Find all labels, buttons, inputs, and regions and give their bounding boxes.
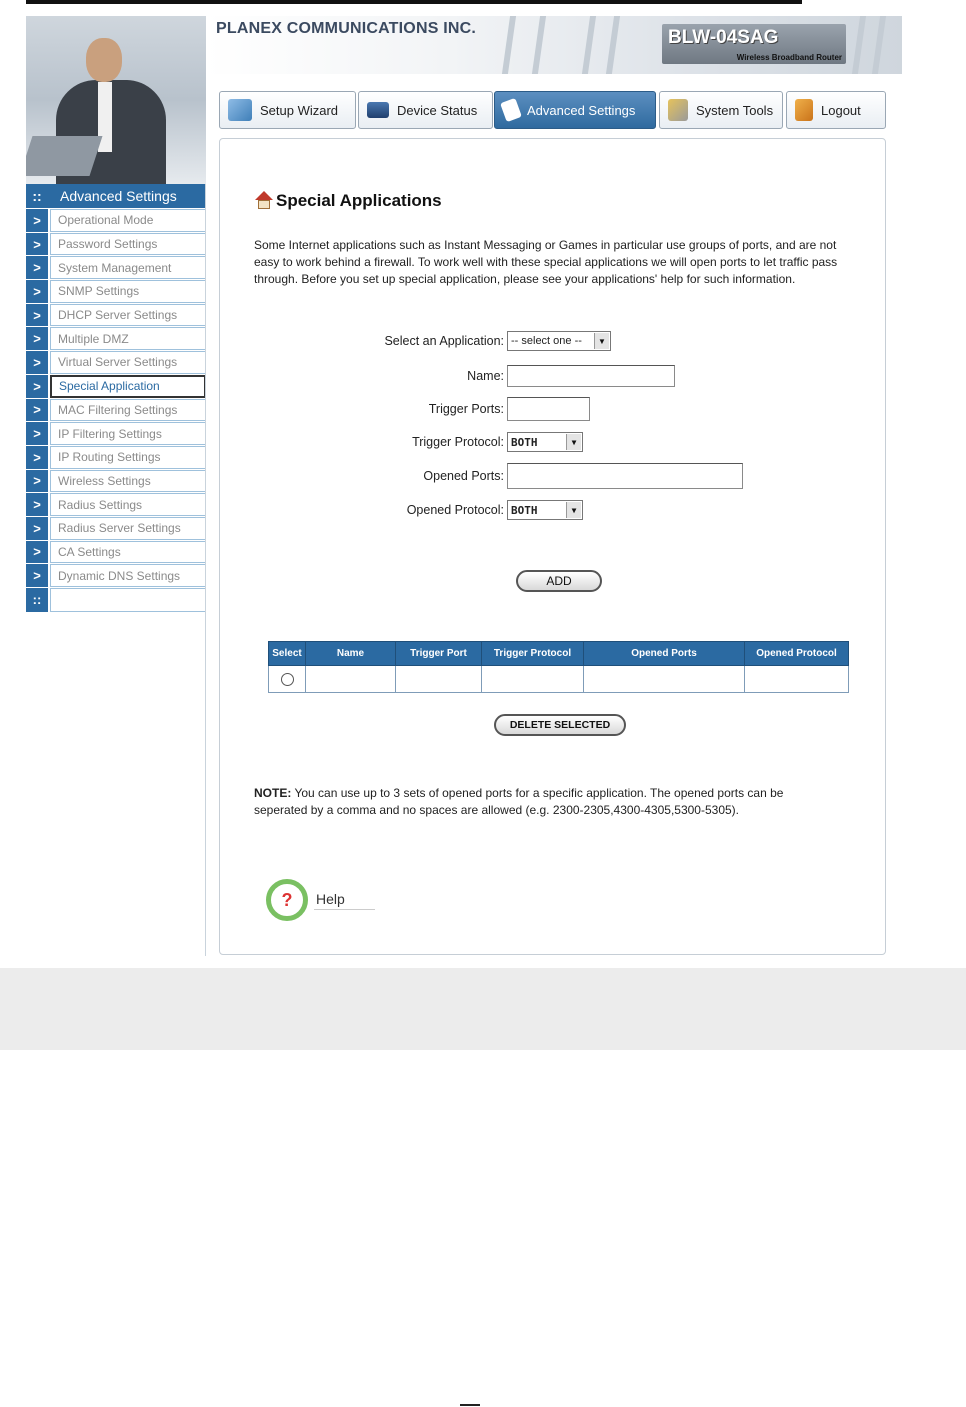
column-header-trigger-protocol: Trigger Protocol [482, 642, 584, 666]
chevron-right-icon: > [26, 256, 48, 279]
trigger-protocol-label: Trigger Protocol: [412, 435, 504, 449]
sidebar-item-virtual-server-settings[interactable]: > Virtual Server Settings [26, 351, 206, 375]
opened-protocol-select[interactable]: BOTH ▼ [507, 500, 583, 520]
opened-ports-input[interactable] [507, 463, 743, 489]
chevron-right-icon: > [26, 375, 48, 398]
sidebar-item-multiple-dmz[interactable]: > Multiple DMZ [26, 327, 206, 351]
opened-ports-cell [584, 666, 745, 693]
dots-icon: :: [32, 188, 42, 204]
delete-selected-button[interactable]: DELETE SELECTED [494, 714, 626, 736]
tab-setup-wizard[interactable] [219, 91, 356, 129]
tools-icon [668, 99, 688, 121]
column-header-trigger-port: Trigger Port [396, 642, 482, 666]
chevron-right-icon: > [26, 351, 48, 374]
sidebar-item-radius-server-settings[interactable]: > Radius Server Settings [26, 517, 206, 541]
sidebar-menu [26, 184, 206, 612]
table-header-row [269, 642, 849, 666]
header-banner [206, 16, 902, 74]
chevron-down-icon: ▼ [566, 502, 581, 518]
sidebar-footer [26, 588, 206, 612]
sidebar-heading: :: Advanced Settings [26, 184, 206, 209]
row-opened-protocol [254, 498, 854, 522]
dots-icon: :: [26, 588, 48, 612]
trigger-ports-label: Trigger Ports: [428, 402, 504, 416]
tab-label: System Tools [696, 102, 774, 118]
chevron-right-icon: > [26, 209, 48, 232]
opened-protocol-label: Opened Protocol: [406, 503, 504, 517]
help-label: Help [314, 891, 375, 910]
chevron-right-icon: > [26, 541, 48, 564]
footer-band [0, 968, 966, 1050]
sidebar-item-password-settings[interactable]: > Password Settings [26, 233, 206, 257]
tab-system-tools[interactable] [659, 91, 783, 129]
sidebar-item-operational-mode[interactable]: > Operational Mode [26, 209, 206, 233]
chevron-right-icon: > [26, 517, 48, 540]
help-link[interactable] [266, 879, 375, 921]
model-badge [662, 24, 846, 64]
row-select-radio[interactable] [281, 673, 294, 686]
chevron-right-icon: > [26, 493, 48, 516]
chevron-right-icon: > [26, 280, 48, 303]
tab-label: Setup Wizard [260, 102, 339, 118]
sidebar-item-mac-filtering-settings[interactable]: > MAC Filtering Settings [26, 399, 206, 423]
top-rule [26, 0, 802, 4]
note-label: NOTE: [254, 786, 292, 800]
chevron-right-icon: > [26, 564, 48, 587]
trigger-port-cell [396, 666, 482, 693]
wizard-icon [228, 99, 252, 121]
sidebar-divider [205, 184, 206, 956]
brand-logo: PLANEX COMMUNICATIONS INC. [216, 20, 477, 37]
chevron-right-icon: > [26, 422, 48, 445]
note-body: You can use up to 3 sets of opened ports for a specific application. The opened ports can be seperated by a comma and no spaces are allowed (e.g. 2300-2305,4300-4305,5300-5305). [254, 786, 784, 817]
intro-text: Some Internet applications such as Instant Messaging or Games in particular use groups of ports, and are not easy to work behind a firewall. To work well with these special applications we will open ports to let traffic pass through. Before you set up special application, please see your applications' help for such information. [254, 238, 838, 286]
trigger-protocol-select[interactable]: BOTH ▼ [507, 432, 583, 452]
sidebar-item-special-application[interactable]: > Special Application [26, 375, 206, 399]
name-cell [306, 666, 396, 693]
chevron-right-icon: > [26, 233, 48, 256]
name-input[interactable] [507, 365, 675, 387]
sidebar-item-ip-routing-settings[interactable]: > IP Routing Settings [26, 446, 206, 470]
row-trigger-protocol [254, 430, 854, 454]
row-opened-ports [254, 464, 854, 488]
chevron-right-icon: > [26, 470, 48, 493]
sidebar-item-system-management[interactable]: > System Management [26, 256, 206, 280]
row-name [254, 364, 854, 388]
tab-device-status[interactable] [358, 91, 493, 129]
sidebar-item-ca-settings[interactable]: > CA Settings [26, 541, 206, 565]
select-cell [269, 666, 306, 693]
tab-label: Advanced Settings [527, 102, 636, 118]
model-name: BLW-04SAG [668, 27, 779, 48]
sidebar-item-dynamic-dns-settings[interactable]: > Dynamic DNS Settings [26, 564, 206, 588]
chevron-right-icon: > [26, 446, 48, 469]
tab-logout[interactable] [786, 91, 886, 129]
sidebar-item-radius-settings[interactable]: > Radius Settings [26, 493, 206, 517]
logout-icon [795, 99, 813, 121]
table-row [269, 666, 849, 693]
chevron-right-icon: > [26, 327, 48, 350]
select-application-label: Select an Application: [384, 334, 504, 348]
model-subtitle: Wireless Broadband Router [736, 53, 842, 62]
sidebar-item-snmp-settings[interactable]: > SNMP Settings [26, 280, 206, 304]
column-header-opened-ports: Opened Ports [584, 642, 745, 666]
monitor-icon [367, 102, 389, 118]
chevron-down-icon: ▼ [566, 434, 581, 450]
chevron-down-icon: ▼ [594, 333, 609, 349]
column-header-opened-protocol: Opened Protocol [745, 642, 849, 666]
chevron-right-icon: > [26, 399, 48, 422]
tab-label: Device Status [397, 102, 478, 118]
trigger-ports-input[interactable] [507, 397, 590, 421]
special-applications-table [268, 641, 849, 693]
sidebar-item-wireless-settings[interactable]: > Wireless Settings [26, 470, 206, 494]
home-icon [254, 191, 274, 211]
column-header-select: Select [269, 642, 306, 666]
content-panel [219, 138, 886, 955]
tab-label: Logout [821, 102, 861, 118]
header-photo [26, 16, 206, 184]
sidebar-item-ip-filtering-settings[interactable]: > IP Filtering Settings [26, 422, 206, 446]
page-title: Special Applications [254, 191, 442, 211]
chevron-right-icon: > [26, 304, 48, 327]
trigger-protocol-cell [482, 666, 584, 693]
note-text [254, 785, 799, 819]
opened-protocol-cell [745, 666, 849, 693]
select-application-dropdown[interactable]: -- select one -- ▼ [507, 331, 611, 351]
sidebar-item-dhcp-server-settings[interactable]: > DHCP Server Settings [26, 304, 206, 328]
opened-ports-label: Opened Ports: [423, 469, 504, 483]
page-number-rule [460, 1404, 480, 1406]
book-icon [500, 98, 522, 122]
tab-advanced-settings[interactable] [494, 91, 656, 129]
add-button[interactable]: ADD [516, 570, 602, 592]
row-select-application [254, 329, 854, 353]
help-icon: ? [266, 879, 308, 921]
column-header-name: Name [306, 642, 396, 666]
row-trigger-ports [254, 397, 854, 421]
name-label: Name: [467, 369, 504, 383]
